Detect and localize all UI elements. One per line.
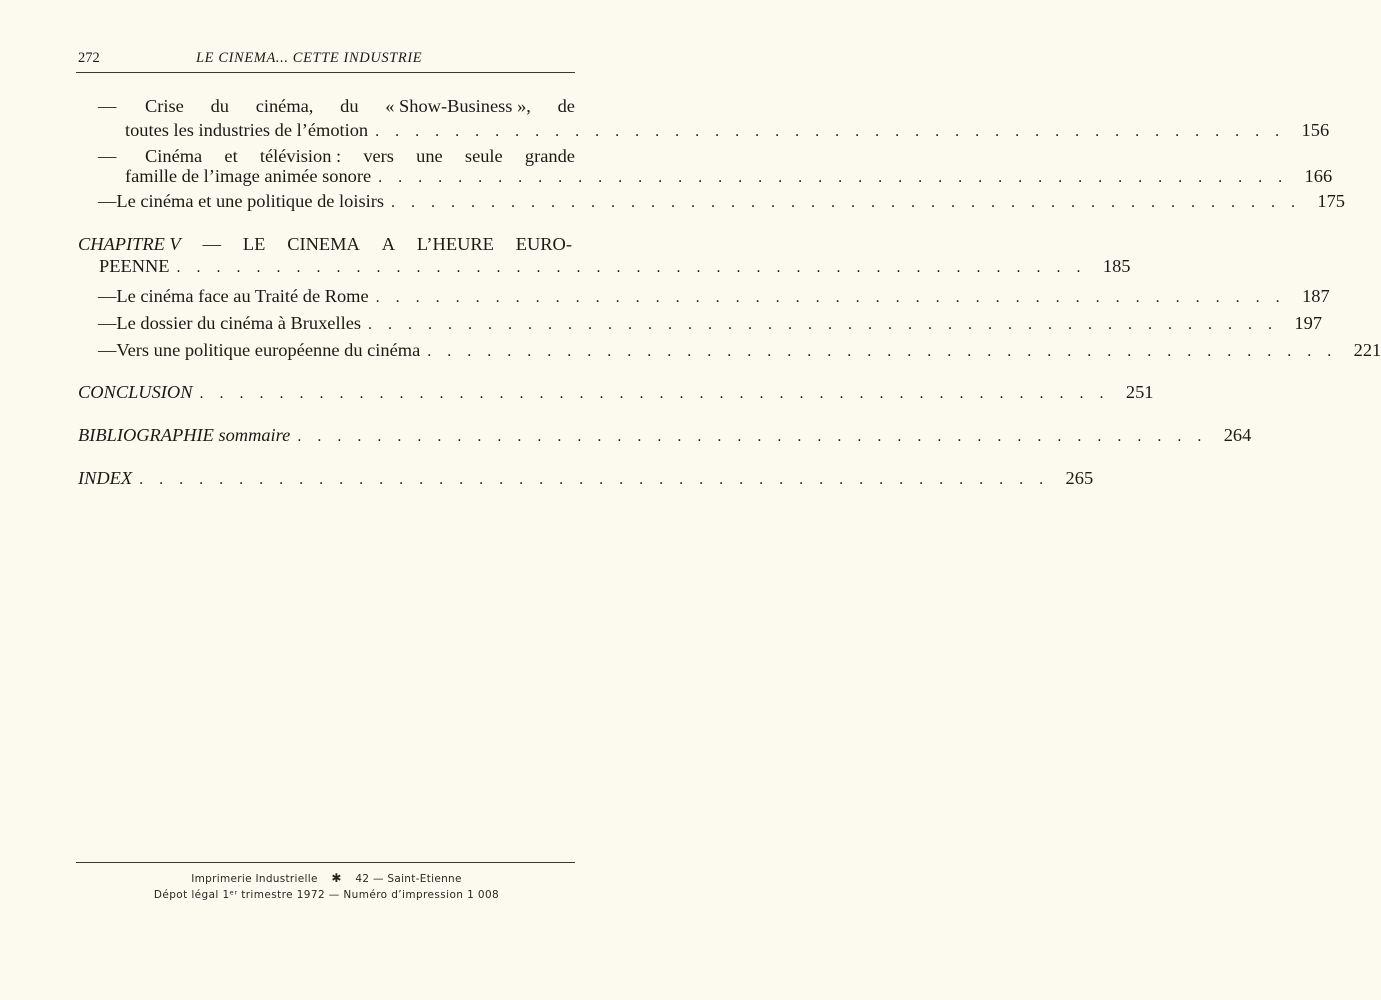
toc-conclusion (78, 382, 1154, 408)
toc-dash: — (98, 313, 117, 333)
toc-item-label: Vers une politique européenne du cinéma (116, 340, 421, 360)
toc-section-label: INDEX (78, 468, 133, 488)
toc-item-label: Le cinéma face au Traité de Rome (116, 286, 369, 306)
toc-page-number: 197 (1294, 313, 1323, 333)
toc-page-number: 156 (1301, 120, 1330, 140)
leader-dots: . . . . . . . . . . . . . . . . . . . . . . . . . . . . . . . . . . . . . . . . . . . . . . (375, 289, 1286, 306)
toc-page-number: 251 (1125, 382, 1154, 402)
toc-item-label: famille de l’image animée sonore (125, 166, 372, 186)
page-number: 272 (78, 50, 100, 66)
header-rule (76, 72, 575, 73)
footer-rule (76, 862, 575, 863)
leader-dots: . . . . . . . . . . . . . . . . . . . . . . . . . . . . . . . . . . . . . . . . . . . . . . (391, 194, 1301, 211)
leader-dots: . . . . . . . . . . . . . . . . . . . . . . . . . . . . . . . . . . . . . . . . . . . . . . (375, 123, 1286, 140)
toc-page-number: 264 (1223, 425, 1252, 445)
toc-dash: — (98, 340, 117, 360)
toc-item-label-words: Cinéma et télévision : vers une seule grande (145, 146, 575, 166)
toc-section-label: CONCLUSION (78, 382, 193, 402)
toc-page-number: 187 (1302, 286, 1330, 306)
leader-dots: . . . . . . . . . . . . . . . . . . . . . . . . . . . . . . . . . . . . . . . . . . . . . . (427, 343, 1338, 360)
toc-item-label: Le cinéma et une politique de loisirs (116, 191, 384, 211)
toc-page-number: 175 (1317, 191, 1345, 211)
toc-item-label-words: Crise du cinéma, du « Show-Business », de (145, 96, 575, 116)
toc-index (78, 468, 1094, 494)
toc-dash: — (98, 146, 117, 166)
leader-dots: . . . . . . . . . . . . . . . . . . . . . . . . . . . . . . . . . . . . . . . . . . . . . . (368, 316, 1279, 333)
leader-dots: . . . . . . . . . . . . . . . . . . . . . . . . . . . . . . . . . . . . . . . . . . . . . . (378, 169, 1289, 186)
printer-name: Imprimerie Industrielle (191, 873, 318, 885)
toc-page-number: 265 (1065, 468, 1094, 488)
toc-page-number: 185 (1102, 256, 1131, 276)
toc-item-traite-de-rome (78, 286, 1330, 312)
leader-dots: . . . . . . . . . . . . . . . . . . . . . . . . . . . . . . . . . . . . . . . . . . . . . . (176, 259, 1087, 276)
toc-item-bruxelles (78, 313, 1323, 339)
printer-line (78, 871, 575, 885)
toc-item-crise-line1 (78, 96, 575, 122)
toc-item-loisirs (78, 191, 1345, 217)
toc-dash: — (98, 191, 117, 211)
running-title: LE CINEMA... CETTE INDUSTRIE (196, 50, 423, 66)
toc-item-label: Le dossier du cinéma à Bruxelles (116, 313, 362, 333)
toc-chapter-label-words: CHAPITRE V — LE CINEMA A L’HEURE EURO- (78, 234, 572, 254)
toc-item-politique-europeenne (78, 340, 1381, 366)
running-header (78, 48, 575, 70)
toc-bibliographie (78, 425, 1252, 451)
leader-dots: . . . . . . . . . . . . . . . . . . . . . . . . . . . . . . . . . . . . . . . . . . . . . . (297, 428, 1208, 445)
toc-dash: — (98, 286, 117, 306)
toc-item-label: toutes les industries de l’émotion (125, 120, 369, 140)
toc-chapter-5-line2 (78, 256, 1131, 282)
printer-city: 42 — Saint-Etienne (355, 873, 462, 885)
leader-dots: . . . . . . . . . . . . . . . . . . . . . . . . . . . . . . . . . . . . . . . . . . . . . . (199, 385, 1110, 402)
toc-chapter-label: PEENNE (99, 256, 170, 276)
toc-item-crise-line2 (78, 120, 1330, 146)
toc-section-label: BIBLIOGRAPHIE sommaire (78, 425, 291, 445)
toc-page-number: 221 (1353, 340, 1381, 360)
toc-page-number: 166 (1304, 166, 1333, 186)
leader-dots: . . . . . . . . . . . . . . . . . . . . . . . . . . . . . . . . . . . . . . . . . . . . . . (139, 471, 1050, 488)
toc-item-cinema-television-line2 (78, 166, 1333, 192)
star-icon: ✱ (331, 871, 342, 885)
legal-deposit-line: Dépot légal 1ᵉʳ trimestre 1972 — Numéro d’impression 1 008 (153, 889, 500, 901)
toc-dash: — (98, 96, 117, 116)
